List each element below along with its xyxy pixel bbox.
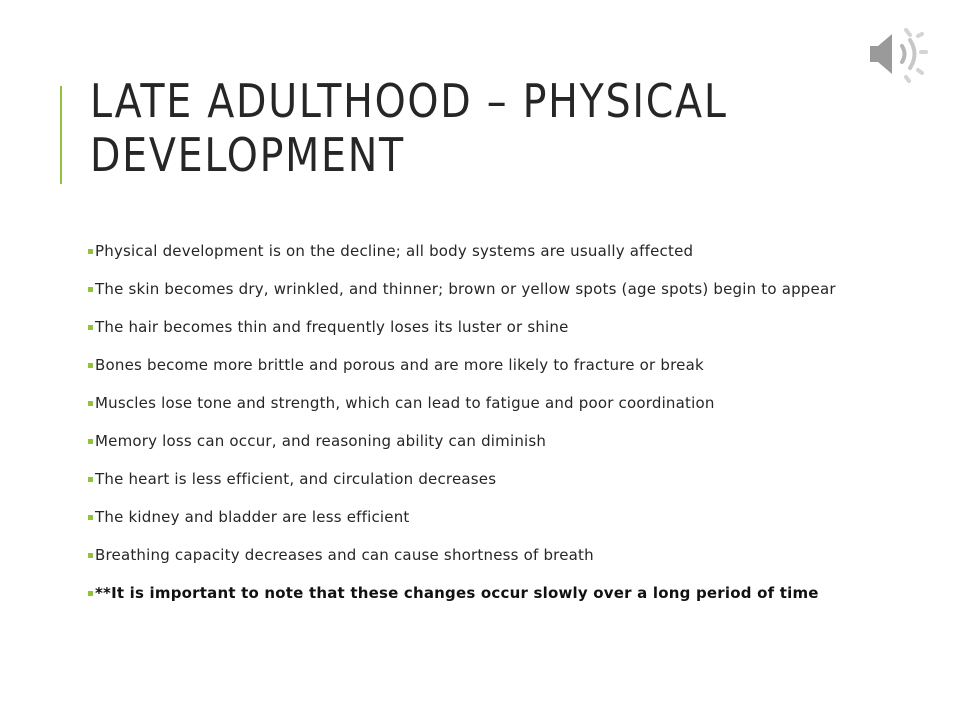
bullet-item <box>88 509 888 526</box>
bullet-text: Muscles lose tone and strength, which can lead to fatigue and poor coordination <box>95 394 715 412</box>
bullet-item <box>88 547 888 564</box>
bullet-item <box>88 471 888 488</box>
bullet-item <box>88 319 888 336</box>
title-line-1: LATE ADULTHOOD – PHYSICAL <box>90 74 728 128</box>
bullet-text: The hair becomes thin and frequently loses its luster or shine <box>95 318 569 336</box>
bullet-text: The kidney and bladder are less efficient <box>95 508 410 526</box>
bullet-text: Memory loss can occur, and reasoning ability can diminish <box>95 432 547 450</box>
bullet-item <box>88 281 888 298</box>
bullet-marker <box>88 287 93 292</box>
bullet-marker <box>88 325 93 330</box>
bullet-text: **It is important to note that these changes occur slowly over a long period of time <box>95 584 819 602</box>
bullet-marker <box>88 401 93 406</box>
bullet-marker <box>88 439 93 444</box>
bullet-item <box>88 395 888 412</box>
bullet-marker <box>88 363 93 368</box>
bullet-text: The heart is less efficient, and circulation decreases <box>95 470 497 488</box>
slide-title <box>90 74 778 182</box>
bullet-marker <box>88 249 93 254</box>
bullet-item <box>88 357 888 374</box>
bullet-marker <box>88 515 93 520</box>
bullet-text: Bones become more brittle and porous and are more likely to fracture or break <box>95 356 704 374</box>
speaker-icon[interactable] <box>862 24 928 84</box>
bullet-text: The skin becomes dry, wrinkled, and thinner; brown or yellow spots (age spots) begin to appear <box>95 280 836 298</box>
bullet-list <box>88 243 888 623</box>
bullet-item-emphasis <box>88 585 888 602</box>
bullet-item <box>88 433 888 450</box>
title-accent-bar <box>60 86 62 184</box>
bullet-item <box>88 243 888 260</box>
bullet-marker <box>88 553 93 558</box>
bullet-text: Breathing capacity decreases and can cause shortness of breath <box>95 546 594 564</box>
bullet-marker <box>88 591 93 596</box>
title-line-2: DEVELOPMENT <box>90 128 405 182</box>
bullet-text: Physical development is on the decline; all body systems are usually affected <box>95 242 694 260</box>
bullet-marker <box>88 477 93 482</box>
